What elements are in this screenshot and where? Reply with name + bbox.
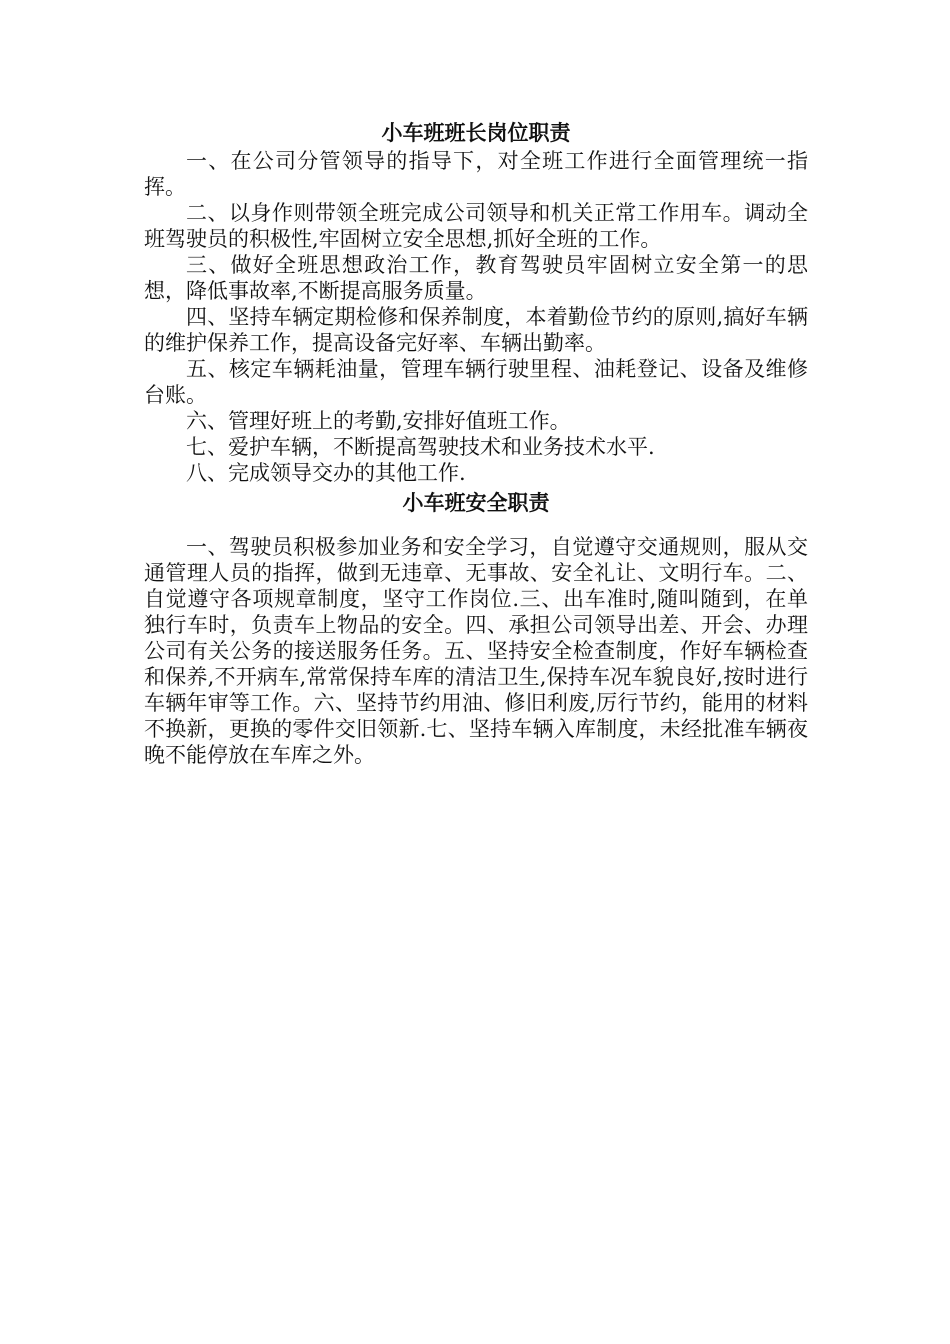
duty-item-7: 七、爱护车辆，不断提高驾驶技术和业务技术水平. xyxy=(186,435,655,459)
safety-duties-paragraph: 一、驾驶员积极参加业务和安全学习，自觉遵守交通规则，服从交通管理人员的指挥，做到无违章、无事故、安全礼让、文明行车。二、自觉遵守各项规章制度，坚守工作岗位.三、出车准时,随叫随到，在单独行车时，负责车上物品的安全。四、承担公司领导出差、开会、办理公司有关公务的接送服务任务。五、坚持安全检查制度，作好车辆检查和保养,不开病车,常常保持车库的清洁卫生,保持车况车貌良好,按时进行车辆年审等工作。六、坚持节约用油、修旧利废,厉行节约，能用的材料不换新，更换的零件交旧领新.七、坚持车辆入库制度，未经批准车辆夜晚不能停放在车库之外。 xyxy=(144,535,808,767)
document-page xyxy=(144,118,808,768)
duty-item-8: 八、完成领导交办的其他工作. xyxy=(186,461,466,485)
duty-item-2: 二、以身作则带领全班完成公司领导和机关正常工作用车。调动全班驾驶员的积极性,牢固树立安全思想,抓好全班的工作。 xyxy=(144,201,808,251)
duty-item-6: 六、管理好班上的考勤,安排好值班工作。 xyxy=(186,409,571,433)
section1-title: 小车班班长岗位职责 xyxy=(381,121,571,145)
duty-item-4: 四、坚持车辆定期检修和保养制度，本着勤俭节约的原则,搞好车辆的维护保养工作，提高设备完好率、车辆出勤率。 xyxy=(144,305,808,355)
duty-item-5: 五、核定车辆耗油量，管理车辆行驶里程、油耗登记、设备及维修台账。 xyxy=(144,357,808,407)
duty-item-1: 一、在公司分管领导的指导下，对全班工作进行全面管理统一指挥。 xyxy=(144,149,808,199)
section2-title: 小车班安全职责 xyxy=(402,491,550,515)
duty-item-3: 三、做好全班思想政治工作，教育驾驶员牢固树立安全第一的思想，降低事故率,不断提高服务质量。 xyxy=(144,253,808,303)
